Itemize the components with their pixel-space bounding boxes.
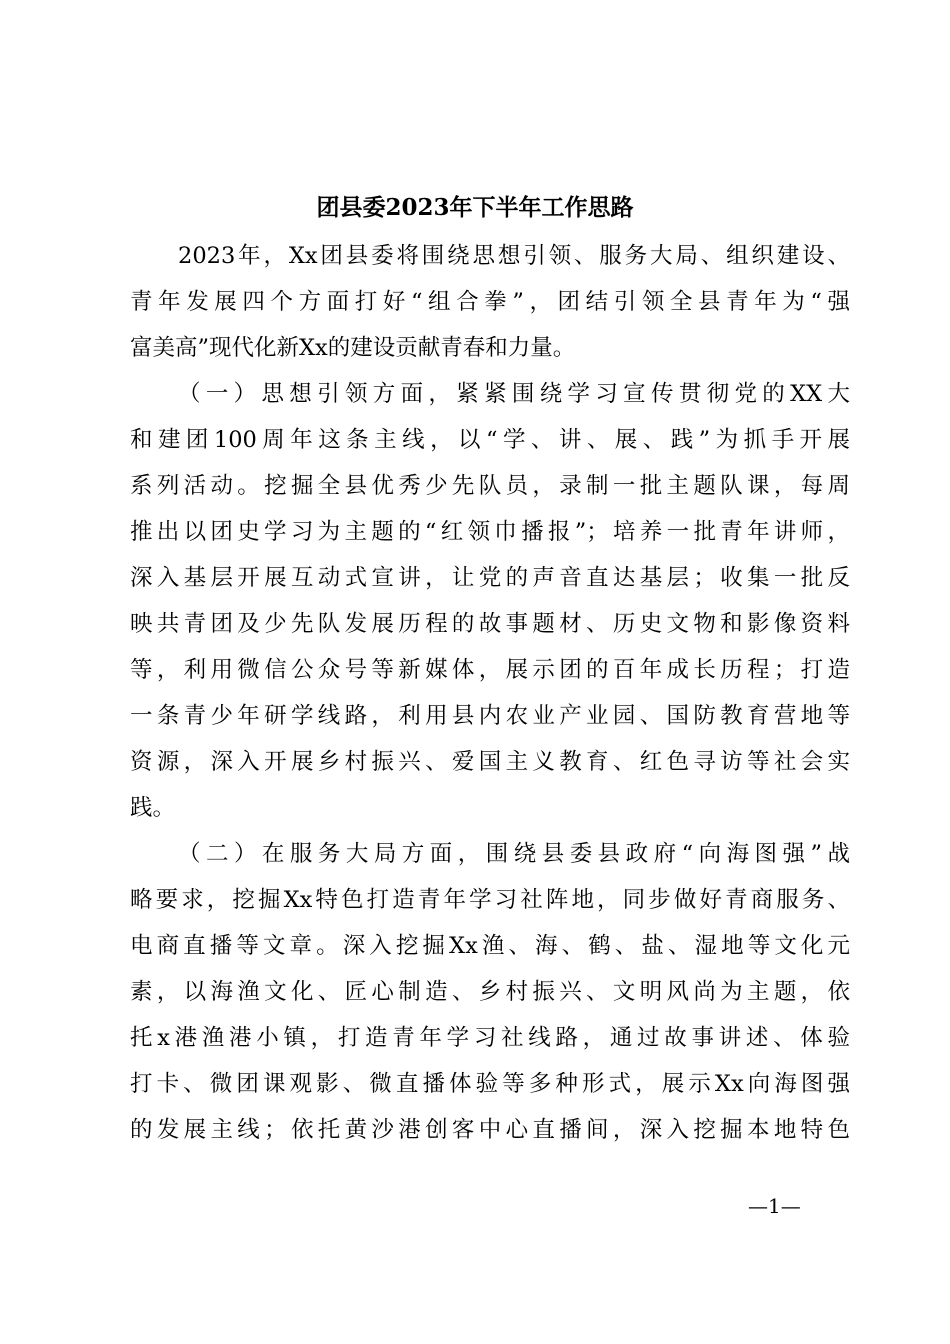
document-title: 团县委2023年下半年工作思路 [316,194,634,221]
section-2-line-1: （二）在服务大局方面，围绕县委县政府“向海图强”战 [178,841,850,867]
section-1-line-7: 等，利用微信公众号等新媒体，展示团的百年成长历程；打造 [130,657,850,683]
section-1-line-5: 深入基层开展互动式宣讲，让党的声音直达基层；收集一批反 [130,565,850,591]
section-1-line-1: （一）思想引领方面，紧紧围绕学习宣传贯彻党的XX大 [178,381,850,407]
section-2-line-6: 打卡、微团课观影、微直播体验等多种形式，展示Xx向海图强 [130,1071,850,1097]
section-1-line-3: 系列活动。挖掘全县优秀少先队员，录制一批主题队课，每周 [130,473,850,499]
section-1-line-8: 一条青少年研学线路，利用县内农业产业园、国防教育营地等 [130,703,850,729]
intro-line-2: 青年发展四个方面打好“组合拳”，团结引领全县青年为“强 [130,289,850,315]
section-2-line-5: 托x港渔港小镇，打造青年学习社线路，通过故事讲述、体验 [130,1025,850,1051]
intro-line-3: 富美高”现代化新Xx的建设贡献青春和力量。 [130,335,576,361]
page-number: —1— [748,1194,801,1218]
section-1-line-10: 践。 [130,795,176,821]
section-2-line-3: 电商直播等文章。深入挖掘Xx渔、海、鹤、盐、湿地等文化元 [130,933,850,959]
section-2-line-7: 的发展主线；依托黄沙港创客中心直播间，深入挖掘本地特色 [130,1117,850,1143]
section-1-line-4: 推出以团史学习为主题的“红领巾播报”；培养一批青年讲师， [130,519,850,545]
section-2-line-4: 素，以海渔文化、匠心制造、乡村振兴、文明风尚为主题，依 [130,979,850,1005]
section-2-line-2: 略要求，挖掘Xx特色打造青年学习社阵地，同步做好青商服务、 [130,887,850,913]
section-1-line-9: 资源，深入开展乡村振兴、爱国主义教育、红色寻访等社会实 [130,749,850,775]
section-1-line-2: 和建团100周年这条主线，以“学、讲、展、践”为抓手开展 [130,427,850,453]
section-1-line-6: 映共青团及少先队发展历程的故事题材、历史文物和影像资料 [130,611,850,637]
intro-line-1: 2023年，Xx团县委将围绕思想引领、服务大局、组织建设、 [178,243,850,269]
